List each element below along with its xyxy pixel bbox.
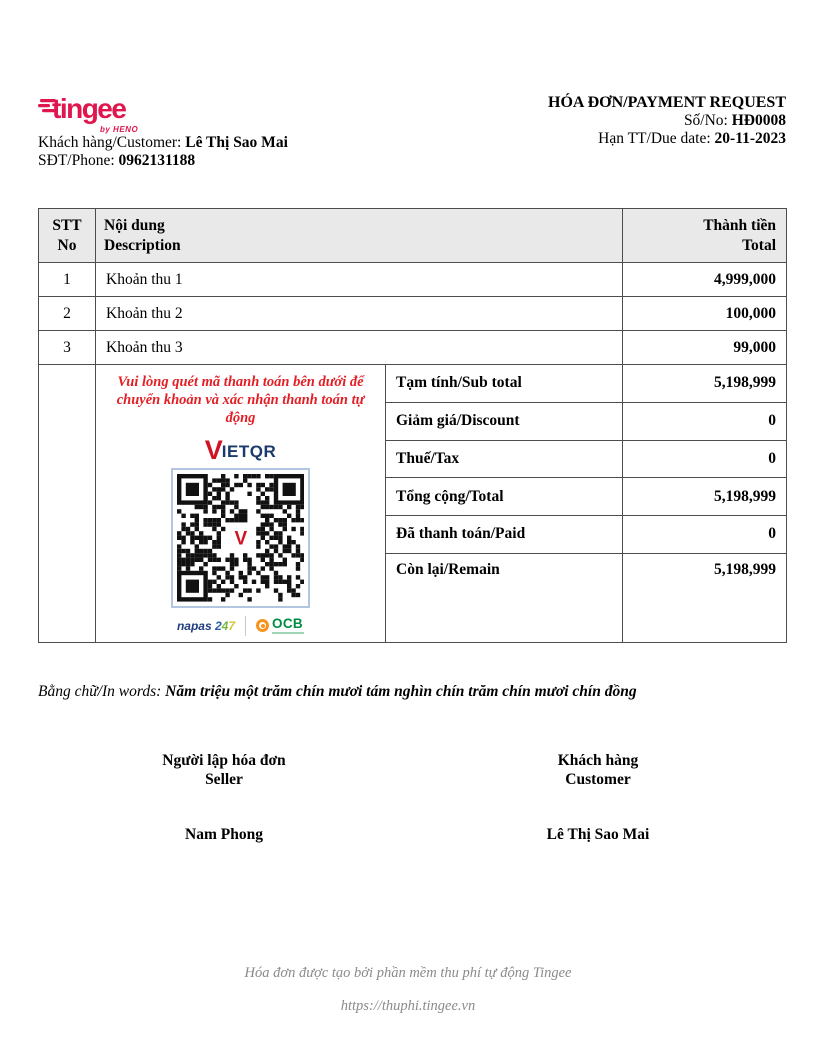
- footer-generated-note: Hóa đơn được tạo bởi phần mềm thu phí tự động Tingee: [244, 965, 572, 981]
- summary-label: Thuế/Tax: [386, 440, 623, 478]
- col-header-total: Thành tiền Total: [623, 209, 787, 263]
- invoice-number: HĐ0008: [731, 112, 786, 129]
- customer-title-vi: Khách hàng: [557, 751, 639, 769]
- vietqr-logo: VIETQR: [204, 435, 277, 465]
- footer: [0, 964, 816, 1016]
- row-number: 3: [39, 331, 96, 365]
- tingee-logo: [38, 90, 457, 134]
- summary-value: 5,198,999: [623, 553, 787, 642]
- footer-url-link[interactable]: https://thuphi.tingee.vn: [340, 998, 476, 1014]
- row-description: Khoản thu 1: [96, 263, 623, 297]
- summary-row: [39, 365, 787, 403]
- phone-line: [38, 152, 457, 170]
- header: [38, 90, 786, 170]
- seller-title-en: Seller: [205, 770, 243, 788]
- summary-value: 0: [623, 402, 787, 440]
- svg-text:V: V: [234, 528, 247, 550]
- qr-payment-cell: [96, 365, 386, 643]
- invoice-number-label: Số/No:: [683, 112, 732, 129]
- summary-value: 0: [623, 440, 787, 478]
- phone-label: SĐT/Phone:: [38, 152, 119, 169]
- customer-name: Lê Thị Sao Mai: [185, 134, 288, 151]
- row-amount: 99,000: [623, 331, 787, 365]
- customer-label: Khách hàng/Customer:: [38, 134, 186, 151]
- phone-value: 0962131188: [118, 152, 196, 169]
- table-header-row: [39, 209, 787, 263]
- col-header-stt: STT No: [39, 209, 96, 263]
- qr-partner-logos: [100, 616, 381, 636]
- ocb-ring-icon: [256, 619, 269, 632]
- row-amount: 4,999,000: [623, 263, 787, 297]
- in-words-label: Bằng chữ/In words:: [38, 682, 166, 700]
- row-number: 1: [39, 263, 96, 297]
- summary-value: 0: [623, 516, 787, 554]
- row-description: Khoản thu 2: [96, 297, 623, 331]
- tingee-logo-icon: [38, 90, 150, 126]
- amount-in-words: [38, 683, 786, 701]
- customer-signature-block: [410, 751, 786, 844]
- customer-title-en: Customer: [565, 770, 631, 788]
- summary-label: Tổng cộng/Total: [386, 478, 623, 516]
- seller-name: Nam Phong: [185, 825, 263, 843]
- invoice-number-line: [457, 112, 786, 130]
- summary-label: Tạm tính/Sub total: [386, 365, 623, 403]
- due-date: 20-11-2023: [714, 130, 786, 147]
- svg-text:tingee: tingee: [52, 93, 126, 124]
- customer-line: [38, 134, 457, 152]
- logo-byline: by HENO: [100, 125, 139, 134]
- stt-empty-cell: [39, 365, 96, 643]
- partner-divider: [245, 616, 246, 636]
- summary-value: 5,198,999: [623, 365, 787, 403]
- document-title: HÓA ĐƠN/PAYMENT REQUEST: [548, 94, 786, 111]
- invoice-table: [38, 208, 787, 643]
- col-header-description: Nội dung Description: [96, 209, 623, 263]
- summary-label: Giảm giá/Discount: [386, 402, 623, 440]
- seller-title-vi: Người lập hóa đơn: [162, 751, 286, 769]
- ocb-subtext-bar: [272, 632, 304, 634]
- napas-247-logo: napas 247: [176, 618, 236, 633]
- signature-section: [38, 751, 786, 844]
- due-date-line: [457, 130, 786, 148]
- customer-signature-name: Lê Thị Sao Mai: [546, 825, 650, 843]
- ocb-logo: OCB: [256, 617, 304, 634]
- qr-instruction: Vui lòng quét mã thanh toán bên dưới để chuyển khoản và xác nhận thanh toán tự động: [116, 374, 365, 426]
- row-description: Khoản thu 3: [96, 331, 623, 365]
- row-amount: 100,000: [623, 297, 787, 331]
- due-date-label: Hạn TT/Due date:: [598, 130, 715, 147]
- header-right: [457, 90, 786, 170]
- summary-label: Đã thanh toán/Paid: [386, 516, 623, 554]
- seller-signature-block: [38, 751, 410, 844]
- summary-value: 5,198,999: [623, 478, 787, 516]
- qr-code: [171, 468, 311, 608]
- summary-label: Còn lại/Remain: [386, 553, 623, 642]
- in-words-text: Năm triệu một trăm chín mươi tám nghìn chín trăm chín mươi chín đồng: [165, 682, 637, 700]
- row-number: 2: [39, 297, 96, 331]
- table-row: [39, 263, 787, 297]
- table-row: [39, 331, 787, 365]
- header-left: [38, 90, 457, 170]
- table-row: [39, 297, 787, 331]
